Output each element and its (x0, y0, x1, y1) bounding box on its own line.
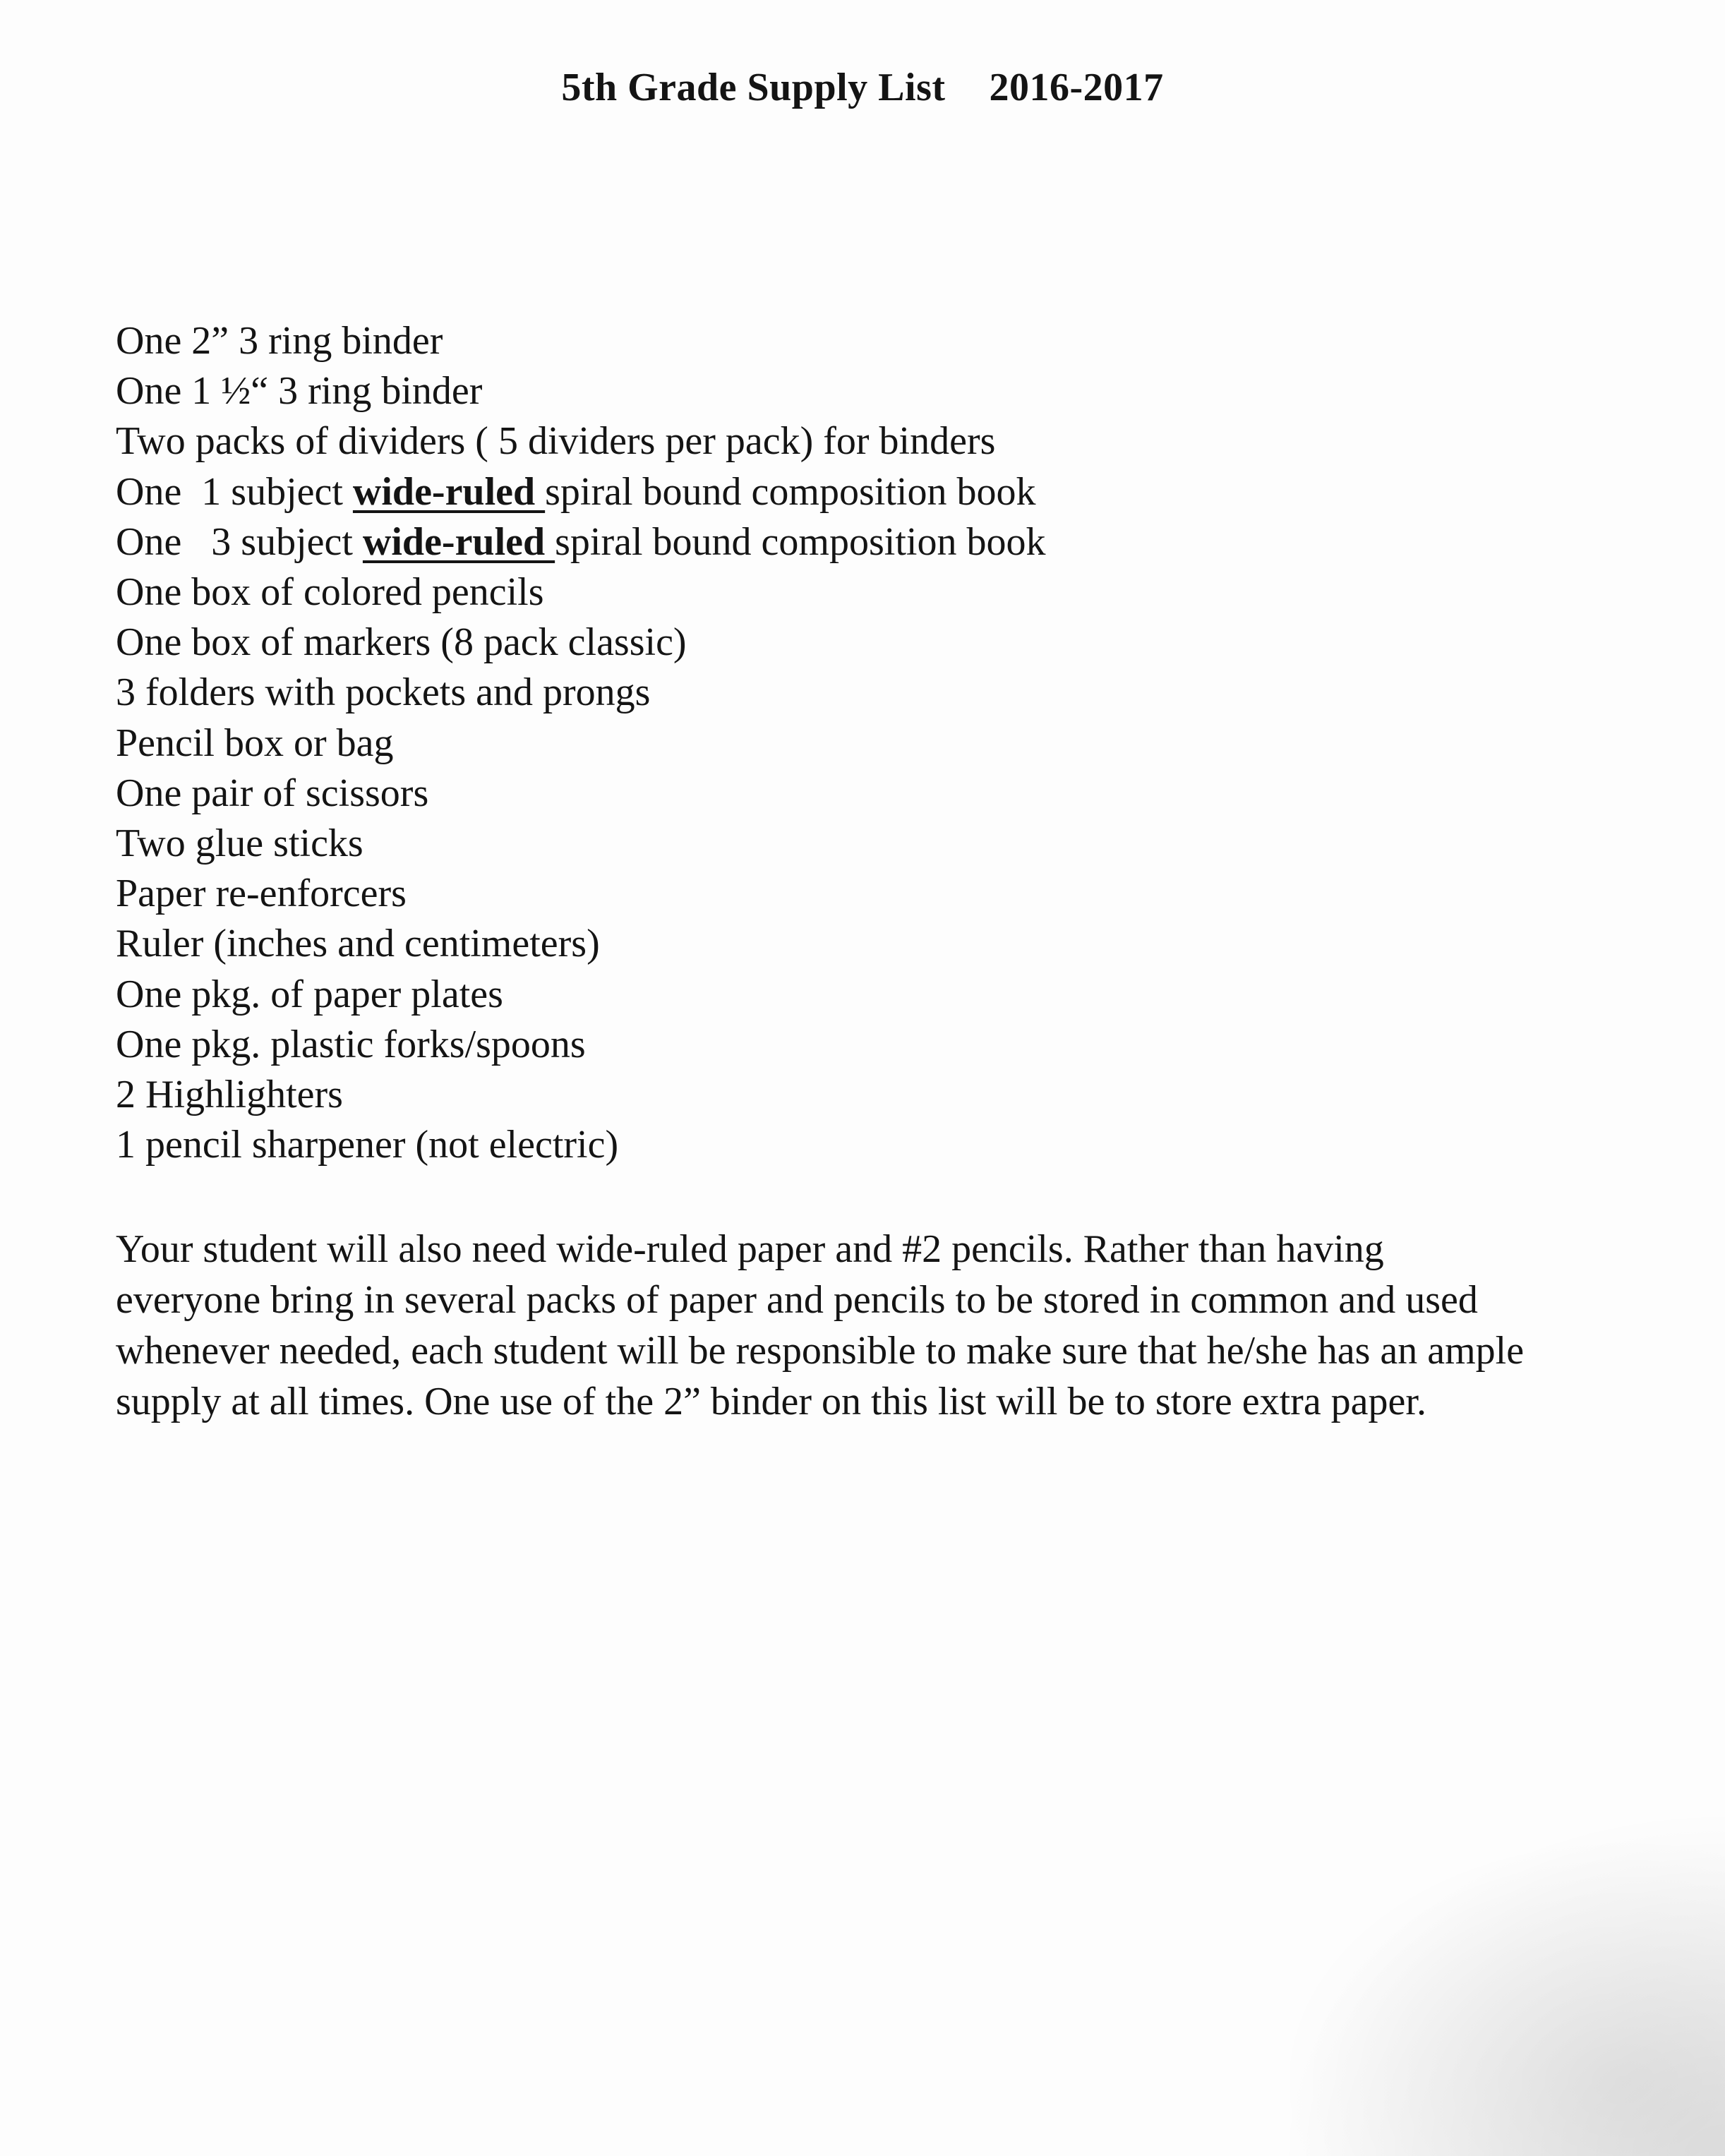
supply-item: One pkg. of paper plates (116, 972, 503, 1016)
supply-note-paragraph (116, 1224, 1711, 1427)
supply-item: One 3 subject wide-ruled spiral bound composition book (116, 519, 1046, 564)
supply-item: 3 folders with pockets and prongs (116, 670, 651, 715)
supply-item: 2 Highlighters (116, 1073, 343, 1117)
supply-list (116, 316, 1045, 1170)
supply-item: One box of colored pencils (116, 570, 544, 615)
supply-item: One 2” 3 ring binder (116, 319, 443, 363)
supply-item: One 1 ½“ 3 ring binder (116, 369, 483, 414)
document-title (0, 65, 1725, 110)
wide-ruled-emphasis: wide-ruled (352, 469, 546, 514)
supply-item: One pkg. plastic forks/spoons (116, 1022, 586, 1066)
supply-item: Two packs of dividers ( 5 dividers per pack) for binders (116, 419, 996, 464)
supply-item: 1 pencil sharpener (not electric) (116, 1123, 619, 1167)
supply-item: One pair of scissors (116, 771, 429, 815)
supply-item: One box of markers (8 pack classic) (116, 620, 687, 665)
supply-item: Ruler (inches and centimeters) (116, 922, 600, 966)
title-text: 5th Grade Supply List (561, 66, 946, 109)
note-line: everyone bring in several packs of paper and pencils to be stored in common and used (116, 1278, 1478, 1322)
note-line: whenever needed, each student will be responsible to make sure that he/she has an ample (116, 1329, 1525, 1373)
wide-ruled-emphasis: wide-ruled (362, 519, 555, 564)
supply-item: Two glue sticks (116, 821, 363, 866)
note-line: supply at all times. One use of the 2” binder on this list will be to store extra paper. (116, 1380, 1426, 1423)
supply-item: Paper re-enforcers (116, 872, 407, 916)
supply-item: Pencil box or bag (116, 721, 394, 765)
note-line: Your student will also need wide-ruled paper and #2 pencils. Rather than having (116, 1227, 1384, 1271)
school-year: 2016-2017 (989, 66, 1164, 109)
supply-item: One 1 subject wide-ruled spiral bound composition book (116, 469, 1036, 514)
